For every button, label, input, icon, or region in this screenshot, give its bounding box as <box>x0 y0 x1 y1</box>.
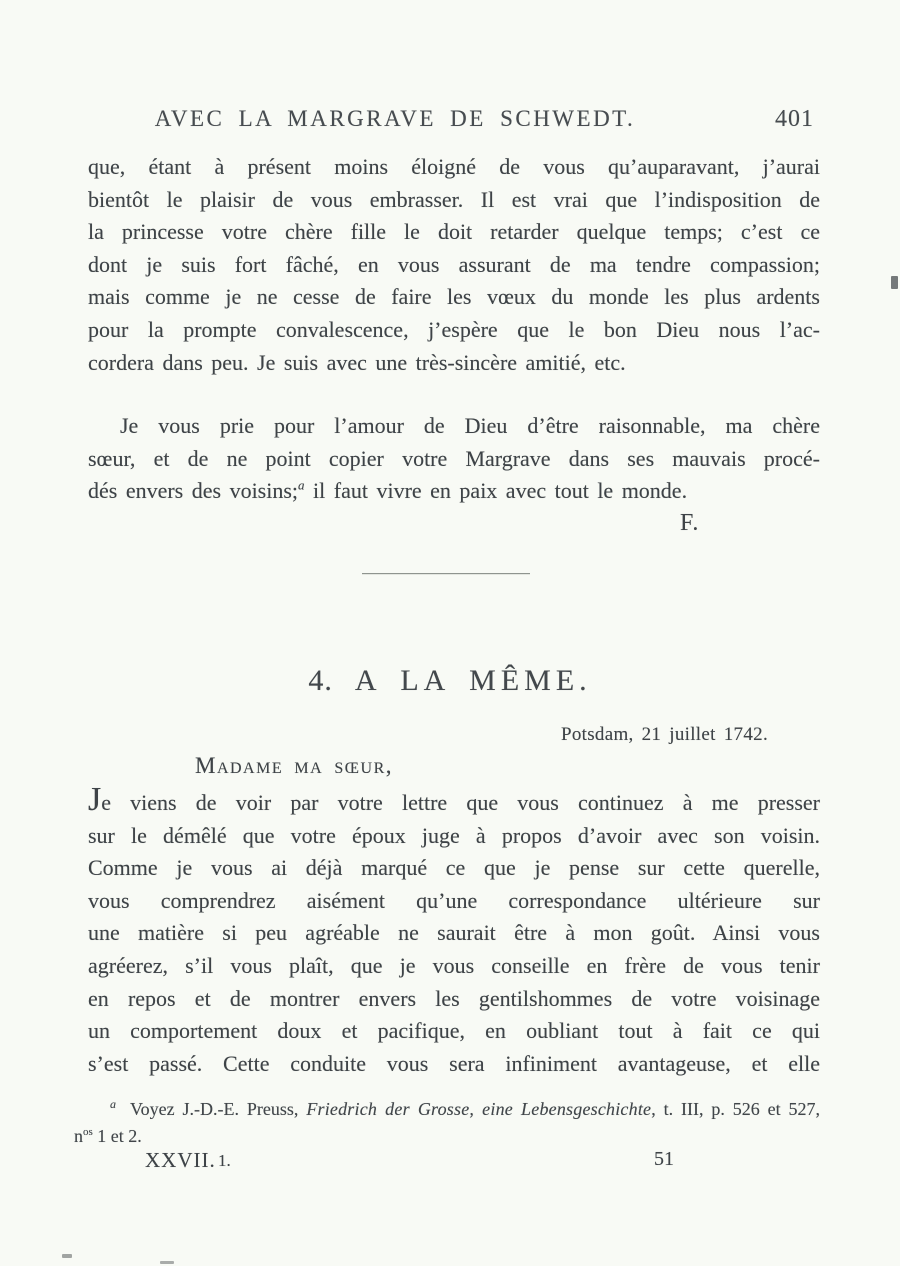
letter-heading <box>0 664 900 698</box>
text-segment: il faut vivre en paix avec tout le monde. <box>304 478 688 504</box>
text-line: que, étant à présent moins éloigné de vous qu’auparavant, j’aurai <box>88 154 820 179</box>
text-line: cordera dans peu. Je suis avec une très-sincère amitié, etc. <box>88 349 626 375</box>
text-line: Je vous prie pour l’amour de Dieu d’être raisonnable, ma chère <box>120 413 820 438</box>
text-line: sœur, et de ne point copier votre Margrave dans ses mauvais procé- <box>88 445 820 471</box>
letter-number: 4. <box>308 664 333 697</box>
text-line: vous comprendrez aisément qu’une correspondance ultérieure sur <box>88 887 820 913</box>
text-line <box>88 475 820 508</box>
text-line <box>88 781 820 820</box>
footnote-text: Voyez J.-D.-E. Preuss, <box>130 1099 307 1119</box>
footnote-superscript: os <box>83 1126 93 1138</box>
letter-title: A LA MÊME. <box>354 664 592 697</box>
text-line: sur le démêlé que votre époux juge à propos d’avoir avec son voisin. <box>88 822 820 848</box>
text-line: agréerez, s’il vous plaît, que je vous conseille en frère de vous tenir <box>88 952 820 978</box>
letter-body-paragraph <box>88 781 820 1080</box>
text-line: mais comme je ne cesse de faire les vœux du monde les plus ardents <box>88 284 820 310</box>
text-segment: e viens de voir par votre lettre que vous continuez à me presser <box>101 790 820 815</box>
footer-sheet-number: 51 <box>654 1148 674 1170</box>
footnote-marker-ref: a <box>298 477 305 493</box>
page-number: 401 <box>775 106 814 132</box>
text-line: la princesse votre chère fille le doit retarder quelque temps; c’est ce <box>88 219 820 245</box>
letter-dateline: Potsdam, 21 juillet 1742. <box>560 724 768 745</box>
letter-signature: F. <box>680 510 700 536</box>
text-line: un comportement doux et pacifique, en oubliant tout à fait ce qui <box>88 1018 820 1044</box>
footer-issue-mark: 1. <box>218 1151 231 1170</box>
text-line: pour la prompte convalescence, j’espère que le bon Dieu nous l’ac- <box>88 316 820 342</box>
drop-cap-initial: J <box>88 781 102 818</box>
text-line: bientôt le plaisir de vous embrasser. Il est vrai que l’indisposition de <box>88 186 820 212</box>
footnote-text: n <box>74 1126 83 1146</box>
footnote-text: 1 et 2. <box>92 1126 142 1146</box>
footnote-line <box>88 1096 820 1123</box>
section-divider-rule <box>362 573 530 574</box>
scan-artifact <box>891 276 898 289</box>
text-segment: dés envers des voisins; <box>88 478 299 504</box>
letter-salutation: Madame ma sœur, <box>195 753 393 778</box>
running-head-title: AVEC LA MARGRAVE DE SCHWEDT. <box>154 106 636 131</box>
text-line: en repos et de montrer envers les gentilshommes de votre voisinage <box>88 985 820 1011</box>
scan-artifact <box>62 1254 72 1258</box>
footer-volume-mark: XXVII. <box>145 1148 216 1172</box>
footnote-text: , t. III, p. 526 et 527, <box>651 1099 820 1119</box>
text-line: dont je suis fort fâché, en vous assurant de ma tendre compassion; <box>88 251 820 277</box>
text-line: s’est passé. Cette conduite vous sera infiniment avantageuse, et elle <box>88 1050 820 1076</box>
footnote-marker: a <box>110 1097 116 1111</box>
footnote-work-title: Friedrich der Grosse, eine Lebensgeschichte <box>306 1099 652 1119</box>
letter-end-paragraph-2 <box>88 410 820 508</box>
text-line: Comme je vous ai déjà marqué ce que je pense sur cette querelle, <box>88 855 820 881</box>
scan-artifact <box>160 1261 174 1264</box>
letter-end-paragraph-1 <box>88 151 820 379</box>
footnote-line <box>74 1123 820 1150</box>
footnote <box>74 1096 820 1150</box>
text-line: une matière si peu agréable ne saurait être à mon goût. Ainsi vous <box>88 920 820 946</box>
